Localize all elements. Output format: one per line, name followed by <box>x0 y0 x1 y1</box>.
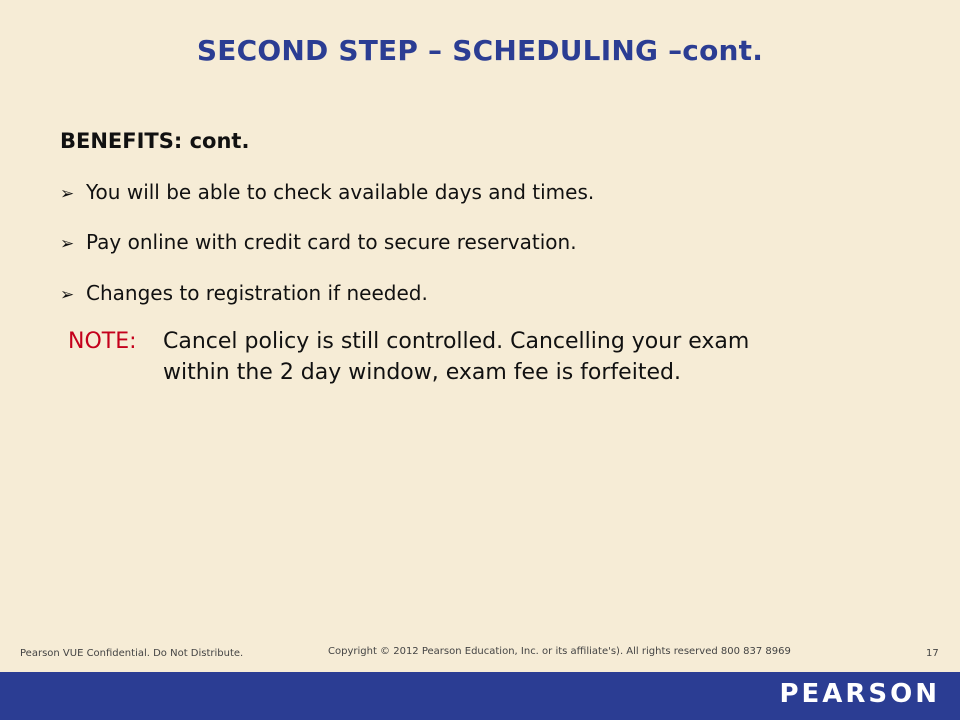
copyright-notice: Copyright © 2012 Pearson Education, Inc. or its affiliate's). All rights reserved 800 837 8969 <box>328 646 791 657</box>
note-line: Cancel policy is still controlled. Cancelling your exam <box>163 329 750 354</box>
note-text <box>163 326 923 388</box>
note-line: within the 2 day window, exam fee is forfeited. <box>163 360 681 385</box>
arrow-bullet-icon: ➢ <box>60 184 75 204</box>
bullet-item <box>60 180 594 204</box>
bullet-item <box>60 281 428 305</box>
bullet-text: You will be able to check available days and times. <box>86 180 595 204</box>
confidential-notice: Pearson VUE Confidential. Do Not Distribute. <box>20 648 244 659</box>
pearson-logo: PEARSON <box>779 679 940 709</box>
arrow-bullet-icon: ➢ <box>60 285 75 305</box>
benefits-heading: BENEFITS: cont. <box>60 129 250 153</box>
slide-title: SECOND STEP – SCHEDULING –cont. <box>196 34 764 67</box>
arrow-bullet-icon: ➢ <box>60 234 75 254</box>
page-number: 17 <box>926 648 939 659</box>
bullet-item <box>60 230 577 254</box>
bullet-text: Pay online with credit card to secure reservation. <box>86 230 577 254</box>
note-label: NOTE: <box>68 329 137 354</box>
bullet-text: Changes to registration if needed. <box>86 281 428 305</box>
